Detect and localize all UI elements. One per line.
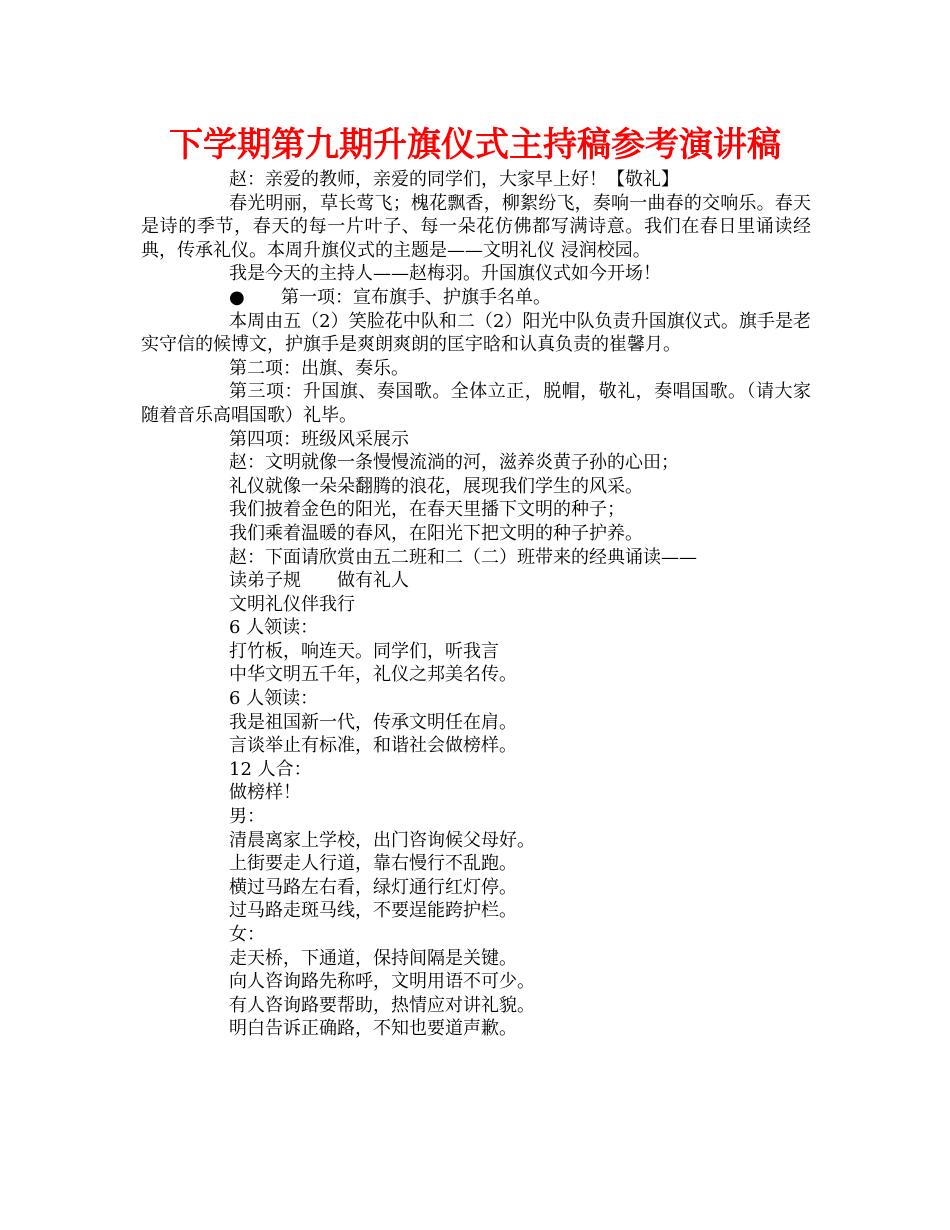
greeting-line: 赵：亲爱的教师，亲爱的同学们，大家早上好！【敬礼】 [229, 169, 679, 190]
script-line: 赵：文明就像一条慢慢流淌的河，滋养炎黄子孙的心田； [229, 452, 679, 474]
script-line: 有人咨询路要帮助，热情应对讲礼貌。 [229, 994, 535, 1016]
script-line: 言谈举止有标准，和谐社会做榜样。 [229, 735, 517, 757]
script-line: 横过马路左右看，绿灯通行红灯停。 [229, 876, 517, 898]
bullet-icon: ● [229, 286, 245, 308]
script-line: 文明礼仪伴我行 [229, 593, 355, 615]
script-line: 礼仪就像一朵朵翻腾的浪花，展现我们学生的风采。 [229, 475, 643, 497]
script-line: 我是祖国新一代，传承文明任在肩。 [229, 711, 517, 733]
script-line: 过马路走斑马线，不要逞能跨护栏。 [229, 900, 517, 922]
script-line: 做榜样！ [229, 782, 301, 804]
intro-paragraph: 春光明丽，草长莺飞；槐花飘香，柳絮纷飞，奏响一曲春的交响乐。春天是诗的季节，春天的每一片叶子、每一朵花仿佛都写满诗意。我们在春日里诵读经典，传承礼仪。本周升旗仪式的主题是——文明礼仪 浸润校园。 [141, 192, 811, 261]
script-line: 上街要走人行道，靠右慢行不乱跑。 [229, 853, 517, 875]
script-line: 打竹板，响连天。同学们，听我言 [229, 640, 499, 662]
script-line: 6 人领读： [229, 688, 319, 710]
script-line: 男： [229, 806, 265, 828]
item-one-row [141, 286, 811, 310]
script-line: 6 人领读： [229, 617, 319, 639]
script-line: 我们披着金色的阳光，在春天里播下文明的种子； [229, 499, 625, 521]
script-line: 清晨离家上学校，出门咨询候父母好。 [229, 829, 535, 851]
item-three-paragraph: 第三项：升国旗、奏国歌。全体立正，脱帽，敬礼，奏唱国歌。（请大家随着音乐高唱国歌）礼毕。 [141, 381, 811, 426]
script-line: 我们乘着温暖的春风，在阳光下把文明的种子护养。 [229, 522, 643, 544]
script-lines [141, 428, 811, 1041]
script-line: 赵：下面请欣赏由五二班和二（二）班带来的经典诵读—— [229, 546, 697, 568]
document-title: 下学期第九期升旗仪式主持稿参考演讲稿 [169, 125, 781, 165]
host-line: 我是今天的主持人——赵梅羽。升国旗仪式如今开场！ [229, 263, 661, 285]
script-line: 12 人合： [229, 758, 312, 780]
script-line: 中华文明五千年，礼仪之邦美名传。 [229, 664, 517, 686]
script-line: 第四项：班级风采展示 [229, 428, 409, 450]
item-one-text: 第一项：宣布旗手、护旗手名单。 [281, 286, 551, 308]
script-line: 走天桥，下通道，保持间隔是关键。 [229, 947, 517, 969]
script-line: 女： [229, 924, 265, 945]
script-line: 读弟子规 做有礼人 [229, 570, 409, 592]
script-line: 向人咨询路先称呼，文明用语不可少。 [229, 971, 535, 993]
flag-team-paragraph: 本周由五（2）笑脸花中队和二（2）阳光中队负责升国旗仪式。旗手是老实守信的候博文，护旗手是爽朗爽朗的匡宇晗和认真负责的崔馨月。 [141, 310, 811, 356]
script-line: 明白告诉正确路，不知也要道声歉。 [229, 1018, 517, 1040]
item-two-line: 第二项：出旗、奏乐。 [229, 357, 409, 379]
document-body [141, 168, 811, 1041]
